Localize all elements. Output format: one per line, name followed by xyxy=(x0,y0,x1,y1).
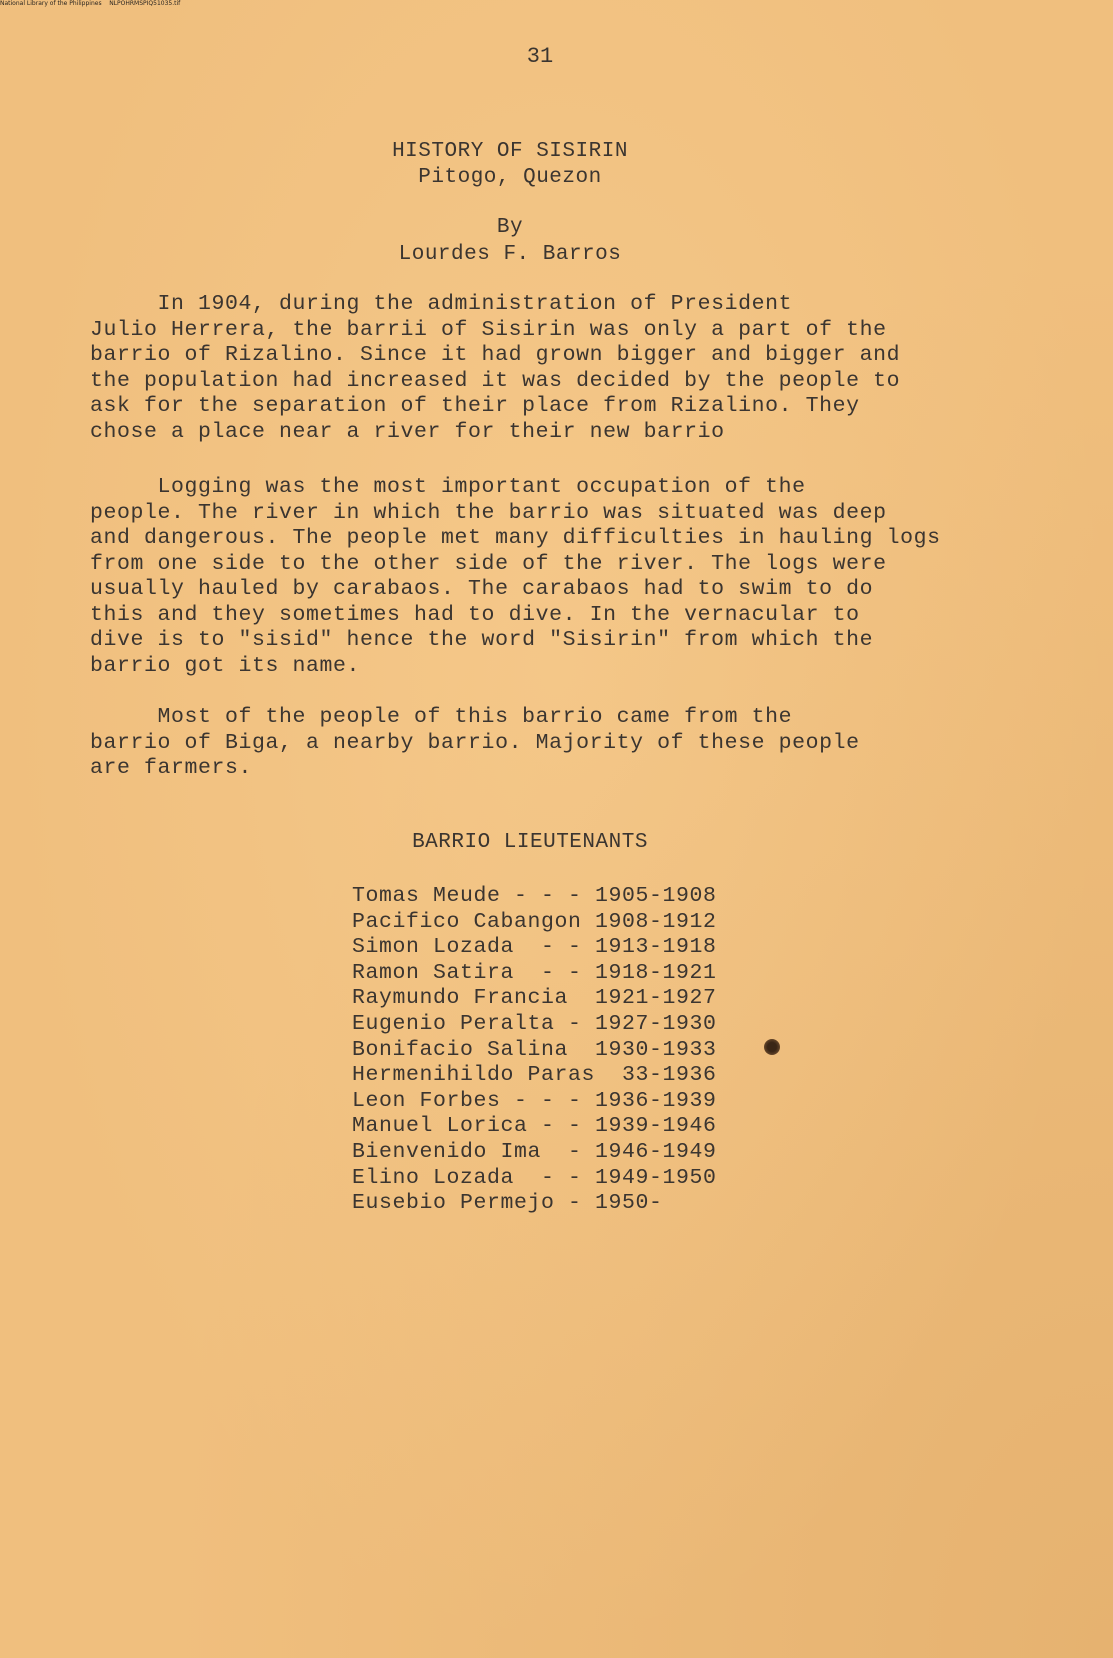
text-line: usually hauled by carabaos. The carabaos had to swim to do xyxy=(90,577,874,601)
lieutenant-row: Manuel Lorica - - 1939-1946 xyxy=(352,1114,717,1139)
text-line: people. The river in which the barrio was situated was deep xyxy=(90,500,887,525)
text-line: barrio got its name. xyxy=(90,653,361,678)
lieutenants-list xyxy=(352,884,717,1217)
lieutenant-row: Raymundo Francia 1921-1927 xyxy=(352,986,717,1011)
lieutenant-row: Tomas Meude - - - 1905-1908 xyxy=(352,884,717,908)
archive-credit: National Library of the Philippines NLPOHRMSPIQ51035.tif xyxy=(0,0,181,7)
text-line: and dangerous. The people met many difficulties in hauling logs xyxy=(90,526,941,550)
text-line: the population had increased it was decided by the people to xyxy=(90,368,901,393)
lieutenant-row: Eugenio Peralta - 1927-1930 xyxy=(352,1011,717,1036)
paragraph-settlers xyxy=(90,705,1050,782)
lieutenants-heading: BARRIO LIEUTENANTS xyxy=(412,831,648,854)
text-line: In 1904, during the administration of President xyxy=(90,292,793,316)
text-line: Julio Herrera, the barrii of Sisirin was only a part of the xyxy=(90,317,887,342)
text-line: Most of the people of this barrio came from the xyxy=(90,705,793,729)
lieutenant-row: Pacifico Cabangon 1908-1912 xyxy=(352,909,717,934)
page-number: 31 xyxy=(526,44,554,69)
text-line: chose a place near a river for their new barrio xyxy=(90,419,725,444)
text-line: barrio of Rizalino. Since it had grown bigger and bigger and xyxy=(90,343,901,367)
paragraph-name-origin xyxy=(90,475,1050,679)
text-line: from one side to the other side of the river. The logs were xyxy=(90,551,887,576)
text-line: dive is to "sisid" hence the word "Sisirin" from which the xyxy=(90,628,874,652)
lieutenant-row: Simon Lozada - - 1913-1918 xyxy=(352,935,717,960)
lieutenant-row: Bienvenido Ima - 1946-1949 xyxy=(352,1139,717,1164)
lieutenant-row: Eusebio Permejo - 1950- xyxy=(352,1191,663,1216)
lieutenant-row: Bonifacio Salina 1930-1933 xyxy=(352,1037,717,1062)
text-line: ask for the separation of their place from Rizalino. They xyxy=(90,394,860,418)
text-line: this and they sometimes had to dive. In the vernacular to xyxy=(90,602,860,627)
lieutenant-row: Hermenihildo Paras 33-1936 xyxy=(352,1063,717,1088)
text-line: are farmers. xyxy=(90,756,253,780)
lieutenant-row: Leon Forbes - - - 1936-1939 xyxy=(352,1088,717,1113)
lieutenant-row: Elino Lozada - - 1949-1950 xyxy=(352,1165,717,1190)
document-location: Pitogo, Quezon xyxy=(418,166,602,189)
text-line: barrio of Biga, a nearby barrio. Majority of these people xyxy=(90,730,860,755)
lieutenant-row: Ramon Satira - - 1918-1921 xyxy=(352,960,717,985)
paragraph-founding xyxy=(90,292,1050,445)
author-name: Lourdes F. Barros xyxy=(398,243,622,266)
text-line: Logging was the most important occupation of the xyxy=(90,475,806,499)
ink-blot-mark xyxy=(764,1039,780,1055)
byline-label: By xyxy=(496,216,524,239)
document-title: HISTORY OF SISIRIN xyxy=(392,140,628,163)
